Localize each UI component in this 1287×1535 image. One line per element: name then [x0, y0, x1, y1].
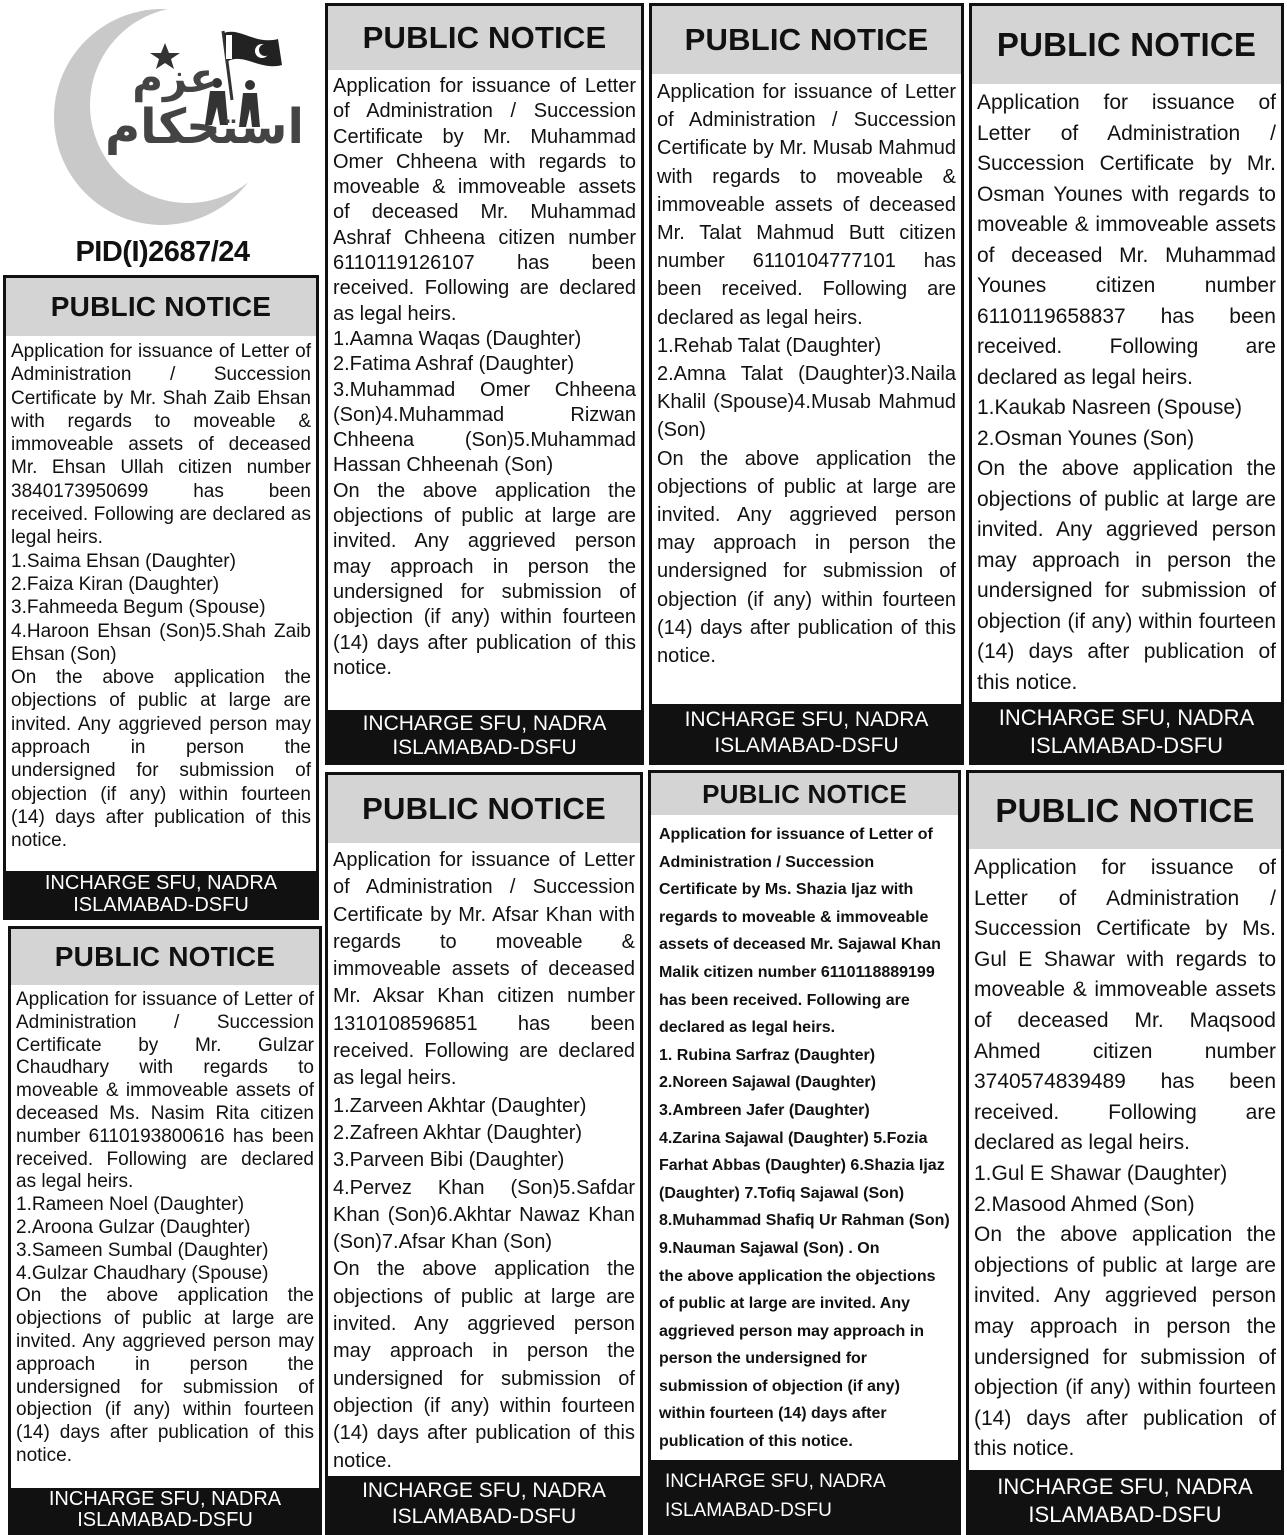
notice-footer: [652, 704, 961, 762]
notice-body: [328, 70, 641, 710]
footer-office: INCHARGE SFU, NADRA: [362, 1479, 606, 1502]
notice-intro: Application for issuance of Letter of Administration / Succession Certificate by Mr. Musab Mahmud with regards to moveable & immoveable assets of deceased Mr. Talat Mahmud Butt citizen number 6110104777101 has been received. Following are declared as legal heirs.: [657, 81, 956, 329]
heir-item: 1.Gul E Shawar (Daughter): [974, 1161, 1228, 1185]
footer-office: INCHARGE SFU, NADRA: [665, 1471, 886, 1492]
notice-musab: [649, 3, 964, 765]
notice-closing: On the above application the objections of public at large are invited. Any aggrieved person may approach in person the undersigned for submission of objection (if any) within fourteen (14) days after publication of this notice.: [16, 1285, 314, 1466]
heir-item: 2.Osman Younes (Son): [977, 426, 1195, 450]
notice-shazia: [648, 770, 961, 1535]
heir-item: 4.Gulzar Chaudhary (Spouse): [16, 1262, 269, 1284]
heir-item: 3.Sameen Sumbal (Daughter): [16, 1239, 269, 1261]
footer-location: ISLAMABAD-DSFU: [1029, 733, 1224, 758]
notice-closing: On the above application the objections of public at large are invited. Any aggrieved person may approach in person the undersigned for submission of objection (if any) within fourteen (14) days after publication of this notice.: [974, 1223, 1276, 1461]
footer-location: ISLAMABAD-DSFU: [77, 1509, 253, 1531]
notice-heading: PUBLIC NOTICE: [652, 6, 961, 74]
heir-item: 4.Zarina Sajawal (Daughter) 5.Fozia Farhat Abbas (Daughter) 6.Shazia Ijaz (Daughter) 7.Tofiq Sajawal (Son): [659, 1129, 945, 1202]
footer-office: INCHARGE SFU, NADRA: [48, 1488, 282, 1510]
notice-ehsan: [3, 275, 319, 920]
notice-body: [328, 843, 640, 1476]
heir-item: 4.Haroon Ehsan (Son)5.Shah Zaib Ehsan (Son): [11, 620, 311, 665]
notice-body: [972, 84, 1281, 702]
heir-item: 1.Saima Ehsan (Daughter): [11, 550, 236, 572]
notice-body: [651, 815, 958, 1460]
notice-closing: On the above application the objections of public at large are invited. Any aggrieved person may approach in person the undersigned for submission of objection (if any) within fourteen (14) days after publication of this notice.: [333, 1258, 635, 1472]
logo-text-line1: عزم: [132, 53, 218, 102]
pid-number: PID(I)2687/24: [75, 236, 250, 268]
heir-item: 8.Muhammad Shafiq Ur Rahman (Son) 9.Nauman Sajawal (Son) . On: [659, 1212, 950, 1257]
heir-item: 2.Noreen Sajawal (Daughter): [659, 1074, 876, 1092]
heir-item: 3.Fahmeeda Begum (Spouse): [11, 597, 266, 619]
notice-body: [969, 849, 1281, 1470]
heir-item: 2.Faiza Kiran (Daughter): [11, 573, 220, 595]
notice-closing: On the above application the objections of public at large are invited. Any aggrieved person may approach in person the undersigned for submission of objection (if any) within fourteen (14) days after publication of this notice.: [657, 447, 956, 668]
notice-heading: PUBLIC NOTICE: [328, 6, 641, 70]
heir-item: 1.Rehab Talat (Daughter): [657, 334, 882, 357]
heir-item: 3.Muhammad Omer Chheena (Son)4.Muhammad Rizwan Chheena (Son)5.Muhammad Hassan Chheenah (Son): [333, 378, 636, 477]
notice-footer: [969, 1470, 1281, 1532]
notice-closing: On the above application the objections of public at large are invited. Any aggrieved person may approach in person the undersigned for submission of objection (if any) within fourteen (14) days after publication of this notice.: [11, 667, 311, 852]
logo-urdu-text: [105, 53, 304, 155]
notice-body: [6, 336, 316, 871]
heir-item: 2.Aroona Gulzar (Daughter): [16, 1216, 251, 1238]
notice-shawar: [966, 770, 1284, 1535]
notice-gulzar: [8, 926, 322, 1535]
notice-heading: PUBLIC NOTICE: [328, 775, 640, 843]
notice-intro: Application for issuance of Letter of Administration / Succession Certificate by Mr. Afsar Khan with regards to moveable & immoveable assets of deceased Mr. Aksar Khan citizen number 1310108596851 has been received. Following are declared as legal heirs.: [333, 849, 635, 1090]
heir-item: 2.Zafreen Akhtar (Daughter): [333, 1121, 583, 1144]
heir-item: 1.Aamna Waqas (Daughter): [333, 327, 582, 350]
notice-footer: [6, 871, 316, 917]
heir-item: 1.Rameen Noel (Daughter): [16, 1194, 245, 1216]
footer-office: INCHARGE SFU, NADRA: [997, 1474, 1253, 1499]
notice-footer: [651, 1460, 958, 1532]
footer-office: INCHARGE SFU, NADRA: [44, 872, 278, 894]
heir-item: 2.Masood Ahmed (Son): [974, 1192, 1195, 1216]
notice-footer: [328, 710, 641, 762]
footer-location: ISLAMABAD-DSFU: [665, 1500, 832, 1521]
footer-location: ISLAMABAD-DSFU: [714, 734, 899, 757]
notice-footer: [972, 702, 1281, 762]
notice-heading: PUBLIC NOTICE: [651, 773, 958, 815]
notice-heading: PUBLIC NOTICE: [6, 278, 316, 336]
notice-heading: PUBLIC NOTICE: [972, 6, 1281, 84]
footer-location: ISLAMABAD-DSFU: [73, 894, 249, 916]
heir-item: 3.Ambreen Jafer (Daughter): [659, 1101, 870, 1119]
heir-item: 2.Fatima Ashraf (Daughter): [333, 353, 575, 376]
heir-item: 2.Amna Talat (Daughter)3.Naila Khalil (Spouse)4.Musab Mahmud (Son): [657, 363, 956, 442]
notice-heading: PUBLIC NOTICE: [11, 929, 319, 985]
heir-item: 3.Parveen Bibi (Daughter): [333, 1149, 565, 1172]
footer-location: ISLAMABAD-DSFU: [1028, 1502, 1222, 1527]
notice-intro: Application for issuance of Letter of Administration / Succession Certificate by Mr. Muhammad Omer Chheena with regards to moveable & immoveable assets of deceased Mr. Muhammad Ashraf Chheena citizen number 6110119126107 has been received. Following are declared as legal heirs.: [333, 75, 636, 325]
logo-text-line2: استحکام: [105, 99, 304, 155]
footer-office: INCHARGE SFU, NADRA: [362, 712, 607, 735]
notice-intro: Application for issuance of Letter of Administration / Succession Certificate by Mr. Gulzar Chaudhary with regards to moveable & immoveable assets of deceased Ms. Nasim Rita citizen number 6110193800616 has been received. Following are declared as legal heirs.: [16, 989, 314, 1193]
campaign-logo: [50, 5, 304, 235]
footer-location: ISLAMABAD-DSFU: [392, 736, 577, 759]
notice-body: [11, 985, 319, 1488]
notice-footer: [11, 1488, 319, 1532]
notice-heading: PUBLIC NOTICE: [969, 773, 1281, 849]
notice-intro: Application for issuance of Letter of Administration / Succession Certificate by Ms. Gul E Shawar with regards to moveable & immoveable assets of deceased Mr. Maqsood Ahmed citizen number 3740574839489 has been received. Following are declared as legal heirs.: [974, 856, 1276, 1155]
notice-omer: [325, 3, 644, 765]
footer-office: INCHARGE SFU, NADRA: [998, 705, 1255, 730]
notice-osman: [969, 3, 1284, 765]
notice-intro: Application for issuance of Letter of Administration / Succession Certificate by Ms. Shazia Ijaz with regards to moveable & immoveable assets of deceased Mr. Sajawal Khan Malik citizen number 6110118889199 has been received. Following are declared as legal heirs.: [659, 826, 941, 1037]
heir-item: 1.Kaukab Nasreen (Spouse): [977, 396, 1242, 419]
notice-intro: Application for issuance of Letter of Administration / Succession Certificate by Mr. Osman Younes with regards to moveable & immoveable assets of deceased Mr. Muhammad Younes citizen number 6110119658837 has been received. Following are declared as legal heirs.: [977, 91, 1276, 389]
notice-footer: [328, 1476, 640, 1532]
heir-item: 4.Pervez Khan (Son)5.Safdar Khan (Son)6.Akhtar Nawaz Khan (Son)7.Afsar Khan (Son): [333, 1176, 635, 1254]
notice-intro: Application for issuance of Letter of Administration / Succession Certificate by Mr. Shah Zaib Ehsan with regards to moveable & immoveable assets of deceased Mr. Ehsan Ullah citizen number 3840173950699 has been received. Following are declared as legal heirs.: [11, 341, 311, 549]
notice-afsar: [325, 772, 643, 1535]
heir-item: 1.Zarveen Akhtar (Daughter): [333, 1094, 587, 1117]
notice-body: [652, 74, 961, 704]
notice-closing: On the above application the objections of public at large are invited. Any aggrieved person may approach in person the undersigned for submission of objection (if any) within fourteen (14) days after publication of this notice.: [333, 479, 636, 679]
footer-office: INCHARGE SFU, NADRA: [684, 708, 929, 731]
notice-closing: On the above application the objections of public at large are invited. Any aggrieved person may approach in person the undersigned for submission of objection (if any) within fourteen (14) days after publication of this notice.: [977, 457, 1276, 694]
notice-closing: the above application the objections of public at large are invited. Any aggrieved person may approach in person the undersigned for submission of objection (if any) within fourteen (14) days after publication of this notice.: [659, 1267, 936, 1451]
heir-item: 1. Rubina Sarfraz (Daughter): [659, 1046, 876, 1064]
footer-location: ISLAMABAD-DSFU: [391, 1505, 577, 1528]
